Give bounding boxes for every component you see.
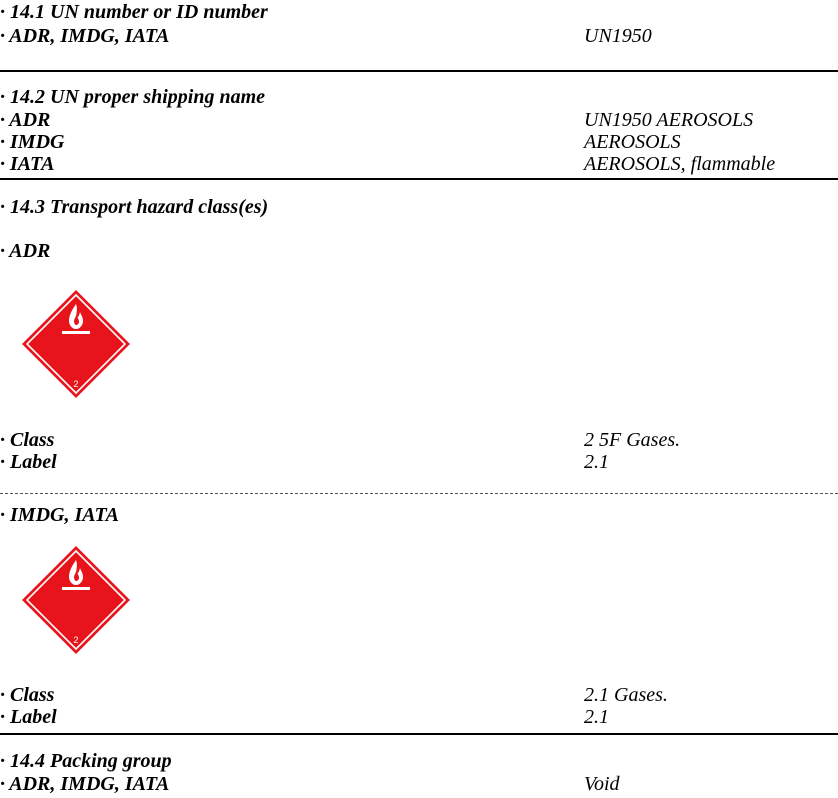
section-14-3-title	[0, 196, 838, 218]
packing-group-row	[0, 773, 838, 795]
flammable-gas-diamond-icon	[21, 289, 131, 399]
row-label: · ADR, IMDG, IATA	[0, 773, 170, 795]
row-value: 2.1	[584, 451, 609, 473]
subsection-title: · IMDG, IATA	[0, 504, 119, 526]
row-label: · Class	[0, 684, 55, 706]
row-label: · Class	[0, 429, 55, 451]
row-label: · ADR, IMDG, IATA	[0, 25, 170, 47]
imdg-iata-heading	[0, 504, 838, 526]
section-title: · 14.1 UN number or ID number	[0, 1, 268, 23]
row-value: UN1950	[584, 25, 652, 47]
shipping-name-row-adr	[0, 109, 838, 131]
flammable-gas-diamond-icon	[21, 545, 131, 655]
placard-number: 2	[73, 379, 79, 389]
shipping-name-row-iata	[0, 153, 838, 175]
section-14-2-title	[0, 86, 838, 108]
row-value: 2.1	[584, 706, 609, 728]
section-14-1-title	[0, 1, 838, 23]
adr-heading	[0, 240, 838, 262]
section-title: · 14.4 Packing group	[0, 750, 172, 772]
adr-class-row	[0, 429, 838, 451]
adr-label-row	[0, 451, 838, 473]
section-title: · 14.3 Transport hazard class(es)	[0, 196, 269, 218]
divider	[0, 178, 838, 180]
row-label: · ADR	[0, 109, 51, 131]
imdg-class-row	[0, 684, 838, 706]
divider	[0, 70, 838, 72]
shipping-name-row-imdg	[0, 131, 838, 153]
subsection-title: · ADR	[0, 240, 51, 262]
placard-number: 2	[73, 635, 79, 645]
section-14-4-title	[0, 750, 838, 772]
row-value: AEROSOLS, flammable	[584, 153, 776, 175]
un-number-row	[0, 25, 838, 47]
section-title: · 14.2 UN proper shipping name	[0, 86, 266, 108]
row-label: · IMDG	[0, 131, 65, 153]
row-value: 2 5F Gases.	[584, 429, 681, 451]
divider	[0, 733, 838, 735]
row-label: · IATA	[0, 153, 55, 175]
row-value: Void	[584, 773, 620, 795]
row-label: · Label	[0, 706, 57, 728]
imdg-label-row	[0, 706, 838, 728]
row-value: 2.1 Gases.	[584, 684, 668, 706]
row-label: · Label	[0, 451, 57, 473]
dashed-divider	[0, 493, 838, 494]
row-value: AEROSOLS	[584, 131, 681, 153]
row-value: UN1950 AEROSOLS	[584, 109, 754, 131]
